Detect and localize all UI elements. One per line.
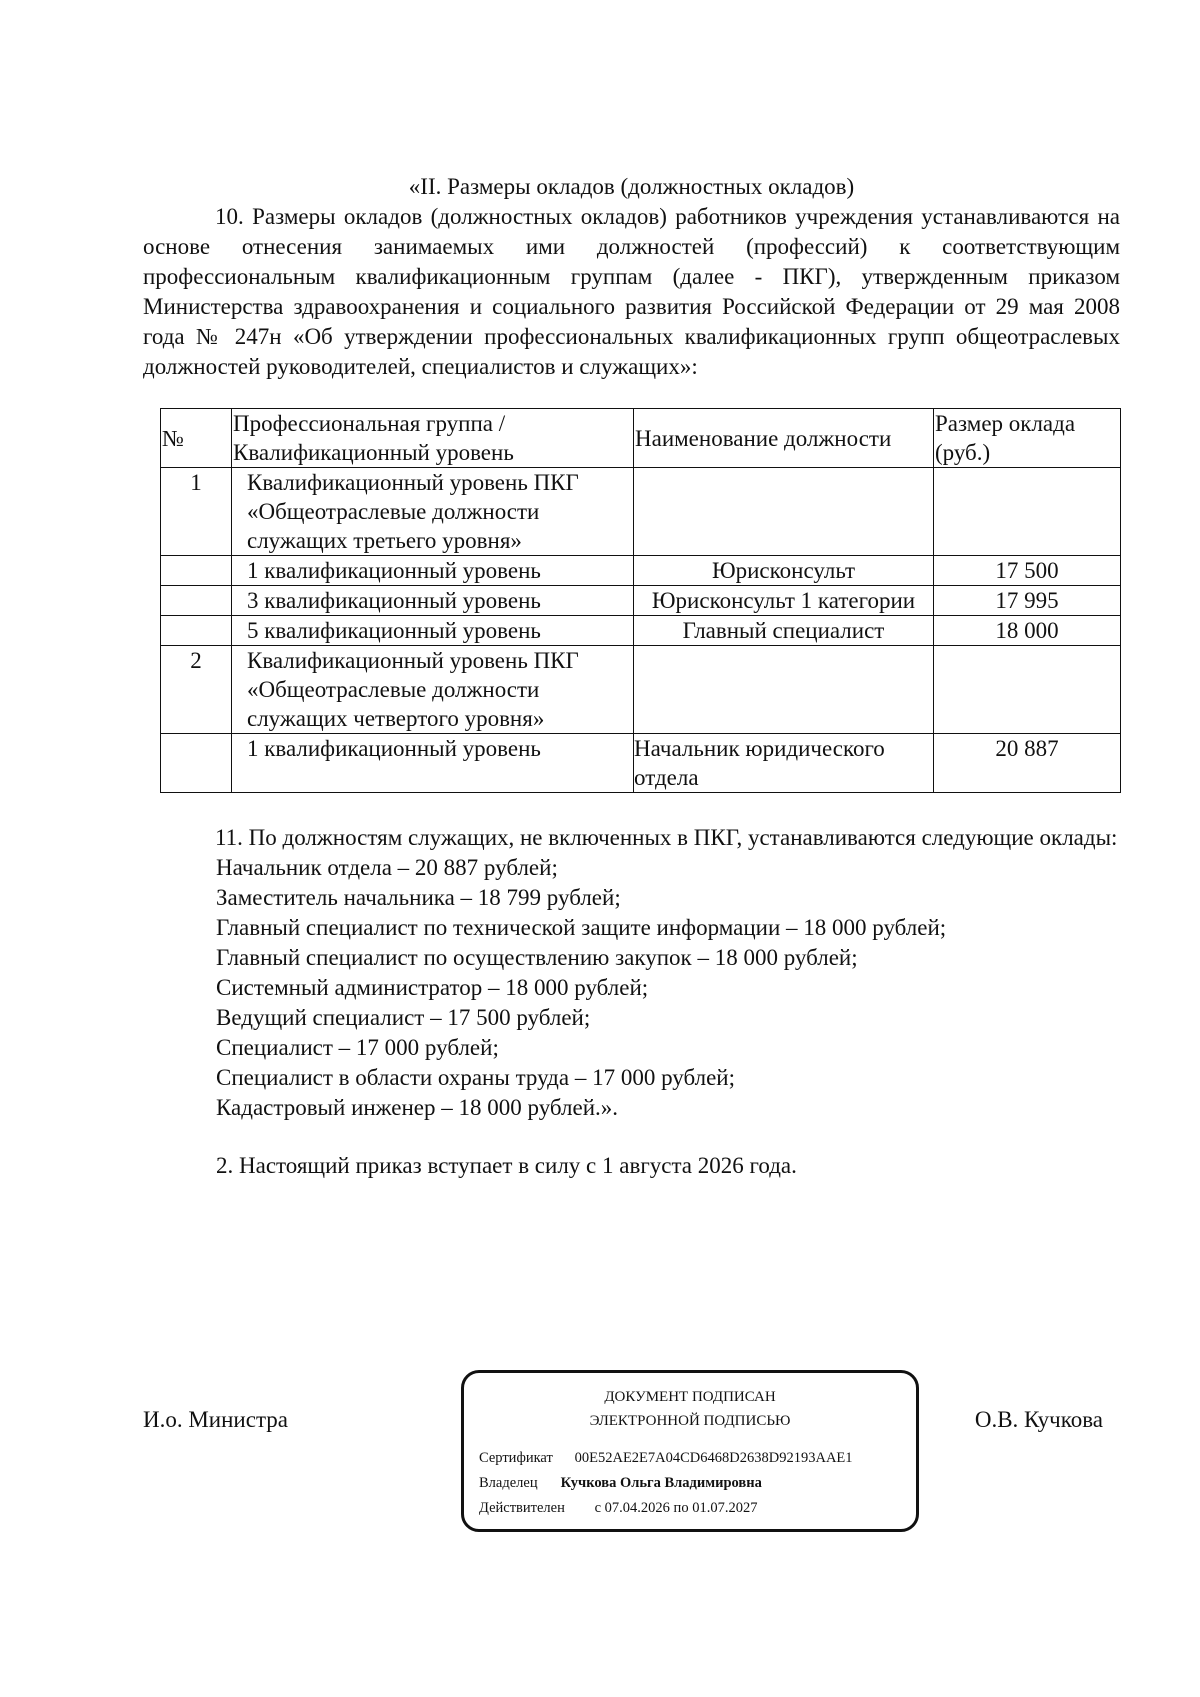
signer-name: О.В. Кучкова <box>974 1407 1103 1432</box>
salary-list <box>143 853 1120 1123</box>
paragraph-11: 11. По должностям служащих, не включенных в ПКГ, устанавливаются следующие оклады: <box>215 825 1118 850</box>
validity-label: Действителен <box>479 1500 565 1516</box>
table-row <box>161 616 1121 646</box>
table-row <box>161 586 1121 616</box>
row-position: Главный специалист <box>634 616 934 646</box>
list-item: Начальник отдела – 20 887 рублей; <box>216 855 558 880</box>
table-row <box>161 646 1121 734</box>
list-item: Специалист – 17 000 рублей; <box>216 1035 499 1060</box>
row-salary <box>934 646 1121 734</box>
stamp-title-line1: ДОКУМЕНТ ПОДПИСАН <box>604 1389 776 1405</box>
validity-value: с 07.04.2026 по 01.07.2027 <box>594 1500 758 1516</box>
list-item: Главный специалист по технической защите информации – 18 000 рублей; <box>216 915 947 940</box>
list-item: Кадастровый инженер – 18 000 рублей.». <box>216 1095 619 1120</box>
header-salary: Размер оклада (руб.) <box>934 409 1121 468</box>
list-item: Специалист в области охраны труда – 17 000 рублей; <box>216 1065 735 1090</box>
header-group: Профессиональная группа / Квалификационный уровень <box>232 409 634 468</box>
row-group: 5 квалификационный уровень <box>232 616 634 646</box>
list-item: Главный специалист по осуществлению закупок – 18 000 рублей; <box>216 945 858 970</box>
row-position <box>634 646 934 734</box>
row-position: Юрисконсульт <box>634 556 934 586</box>
row-group: 1 квалификационный уровень <box>232 556 634 586</box>
row-number <box>161 586 232 616</box>
certificate-value: 00E52AE2E7A04CD6468D2638D92193AAE1 <box>574 1450 853 1466</box>
section-heading: «II. Размеры окладов (должностных окладов) <box>408 174 855 199</box>
signature-block <box>143 1370 1103 1530</box>
row-salary <box>934 468 1121 556</box>
owner-value: Кучкова Ольга Владимировна <box>560 1475 762 1491</box>
certificate-label: Сертификат <box>479 1450 553 1466</box>
row-number <box>161 734 232 793</box>
row-number: 1 <box>161 468 232 556</box>
paragraph-2: 2. Настоящий приказ вступает в силу с 1 августа 2026 года. <box>216 1153 797 1178</box>
table-row <box>161 734 1121 793</box>
salary-table <box>160 408 1121 793</box>
row-group: 3 квалификационный уровень <box>232 586 634 616</box>
table-row <box>161 556 1121 586</box>
paragraph-10: 10. Размеры окладов (должностных окладов) работников учреждения устанавливаются на основе отнесения занимаемых ими должностей (профессий) к соответствующим профессиональным квалификационным группам (далее - ПКГ), утвержденным приказом Министерства здравоохранения и социального развития Российской Федерации от 29 мая 2008 года № 247н «Об утверждении профессиональных квалификационных групп общеотраслевых должностей руководителей, специалистов и служащих»: <box>143 204 1120 379</box>
document-body <box>143 172 1120 1181</box>
list-item: Ведущий специалист – 17 500 рублей; <box>216 1005 591 1030</box>
stamp-certificate <box>479 1448 853 1468</box>
row-group: Квалификационный уровень ПКГ «Общеотраслевые должности служащих четвертого уровня» <box>232 646 634 734</box>
row-position <box>634 468 934 556</box>
acting-minister-title: И.о. Министра <box>143 1407 288 1432</box>
row-salary: 20 887 <box>934 734 1121 793</box>
owner-label: Владелец <box>479 1475 538 1491</box>
row-number: 2 <box>161 646 232 734</box>
row-position: Юрисконсульт 1 категории <box>634 586 934 616</box>
row-position: Начальник юридического отдела <box>634 734 934 793</box>
list-item: Заместитель начальника – 18 799 рублей; <box>216 885 621 910</box>
stamp-title <box>464 1385 916 1433</box>
row-group: Квалификационный уровень ПКГ «Общеотраслевые должности служащих третьего уровня» <box>232 468 634 556</box>
stamp-validity <box>479 1498 757 1518</box>
header-number: № <box>161 409 232 468</box>
row-salary: 17 500 <box>934 556 1121 586</box>
row-number <box>161 616 232 646</box>
stamp-owner <box>479 1473 762 1493</box>
row-salary: 17 995 <box>934 586 1121 616</box>
table-header-row <box>161 409 1121 468</box>
list-item: Системный администратор – 18 000 рублей; <box>216 975 649 1000</box>
row-number <box>161 556 232 586</box>
stamp-title-line2: ЭЛЕКТРОННОЙ ПОДПИСЬЮ <box>589 1413 791 1429</box>
table-row <box>161 468 1121 556</box>
row-group: 1 квалификационный уровень <box>232 734 634 793</box>
electronic-signature-stamp <box>461 1370 919 1532</box>
header-position: Наименование должности <box>634 409 934 468</box>
row-salary: 18 000 <box>934 616 1121 646</box>
